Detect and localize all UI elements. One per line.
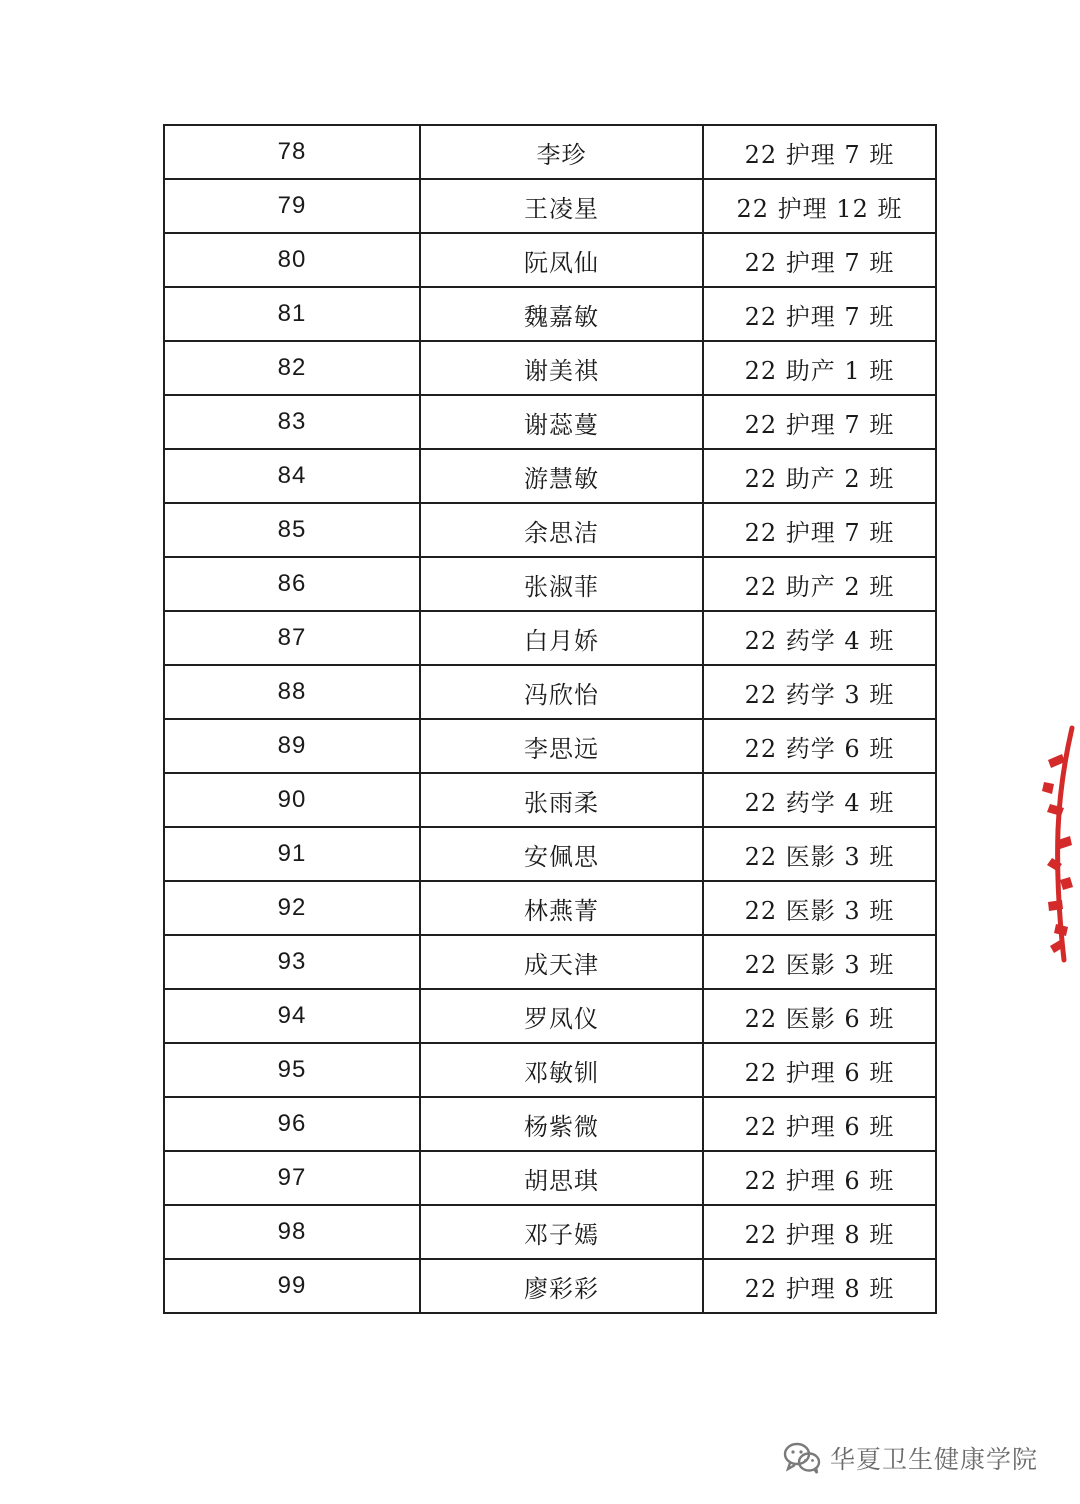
wechat-watermark: [782, 1438, 1038, 1478]
class-name: 22 护理 6 班: [703, 1043, 936, 1097]
student-name: 阮凤仙: [420, 233, 703, 287]
table-row: [164, 557, 936, 611]
class-name: 22 药学 4 班: [703, 773, 936, 827]
class-name: 22 护理 7 班: [703, 125, 936, 179]
table-row: [164, 179, 936, 233]
row-number: 90: [164, 773, 420, 827]
row-number: 98: [164, 1205, 420, 1259]
student-name: 冯欣怡: [420, 665, 703, 719]
table-row: [164, 935, 936, 989]
table-row: [164, 719, 936, 773]
student-name: 魏嘉敏: [420, 287, 703, 341]
student-name: 游慧敏: [420, 449, 703, 503]
student-name: 胡思琪: [420, 1151, 703, 1205]
watermark-text: 华夏卫生健康学院: [830, 1445, 1039, 1474]
table-row: [164, 611, 936, 665]
student-name: 邓子嫣: [420, 1205, 703, 1259]
table-row: [164, 125, 936, 179]
class-name: 22 护理 8 班: [703, 1259, 936, 1313]
table-row: [164, 881, 936, 935]
class-name: 22 药学 6 班: [703, 719, 936, 773]
class-name: 22 护理 6 班: [703, 1097, 936, 1151]
row-number: 80: [164, 233, 420, 287]
class-name: 22 护理 7 班: [703, 233, 936, 287]
class-name: 22 护理 6 班: [703, 1151, 936, 1205]
table-row: [164, 773, 936, 827]
table-row: [164, 287, 936, 341]
class-name: 22 助产 2 班: [703, 557, 936, 611]
row-number: 99: [164, 1259, 420, 1313]
table-row: [164, 395, 936, 449]
red-seal-icon: [1030, 720, 1080, 980]
class-name: 22 护理 7 班: [703, 395, 936, 449]
student-name: 王凌星: [420, 179, 703, 233]
table-row: [164, 449, 936, 503]
table-row: [164, 1151, 936, 1205]
student-name: 余思洁: [420, 503, 703, 557]
class-name: 22 护理 8 班: [703, 1205, 936, 1259]
student-name: 杨紫微: [420, 1097, 703, 1151]
row-number: 85: [164, 503, 420, 557]
class-name: 22 药学 3 班: [703, 665, 936, 719]
class-name: 22 医影 3 班: [703, 935, 936, 989]
student-name: 白月娇: [420, 611, 703, 665]
student-name: 谢蕊蔓: [420, 395, 703, 449]
row-number: 95: [164, 1043, 420, 1097]
row-number: 79: [164, 179, 420, 233]
row-number: 89: [164, 719, 420, 773]
student-name: 李珍: [420, 125, 703, 179]
roster-table: [163, 124, 937, 1314]
class-name: 22 护理 7 班: [703, 503, 936, 557]
student-name: 林燕菁: [420, 881, 703, 935]
student-name: 安佩思: [420, 827, 703, 881]
table-row: [164, 665, 936, 719]
table-row: [164, 503, 936, 557]
table-row: [164, 233, 936, 287]
table-row: [164, 827, 936, 881]
row-number: 87: [164, 611, 420, 665]
class-name: 22 医影 3 班: [703, 827, 936, 881]
class-name: 22 医影 6 班: [703, 989, 936, 1043]
table-row: [164, 1259, 936, 1313]
row-number: 81: [164, 287, 420, 341]
table-row: [164, 1205, 936, 1259]
student-name: 罗凤仪: [420, 989, 703, 1043]
student-name: 李思远: [420, 719, 703, 773]
row-number: 94: [164, 989, 420, 1043]
row-number: 83: [164, 395, 420, 449]
row-number: 82: [164, 341, 420, 395]
row-number: 97: [164, 1151, 420, 1205]
student-name: 成天津: [420, 935, 703, 989]
row-number: 96: [164, 1097, 420, 1151]
table-row: [164, 989, 936, 1043]
wechat-icon: [782, 1441, 822, 1475]
row-number: 84: [164, 449, 420, 503]
student-name: 张雨柔: [420, 773, 703, 827]
class-name: 22 助产 1 班: [703, 341, 936, 395]
class-name: 22 助产 2 班: [703, 449, 936, 503]
row-number: 78: [164, 125, 420, 179]
class-name: 22 药学 4 班: [703, 611, 936, 665]
student-name: 廖彩彩: [420, 1259, 703, 1313]
class-name: 22 医影 3 班: [703, 881, 936, 935]
row-number: 92: [164, 881, 420, 935]
table-row: [164, 341, 936, 395]
row-number: 91: [164, 827, 420, 881]
row-number: 86: [164, 557, 420, 611]
row-number: 88: [164, 665, 420, 719]
student-name: 张淑菲: [420, 557, 703, 611]
roster-body: [164, 125, 936, 1313]
class-name: 22 护理 12 班: [703, 179, 936, 233]
class-name: 22 护理 7 班: [703, 287, 936, 341]
row-number: 93: [164, 935, 420, 989]
student-name: 邓敏钏: [420, 1043, 703, 1097]
table-row: [164, 1043, 936, 1097]
table-row: [164, 1097, 936, 1151]
student-name: 谢美祺: [420, 341, 703, 395]
